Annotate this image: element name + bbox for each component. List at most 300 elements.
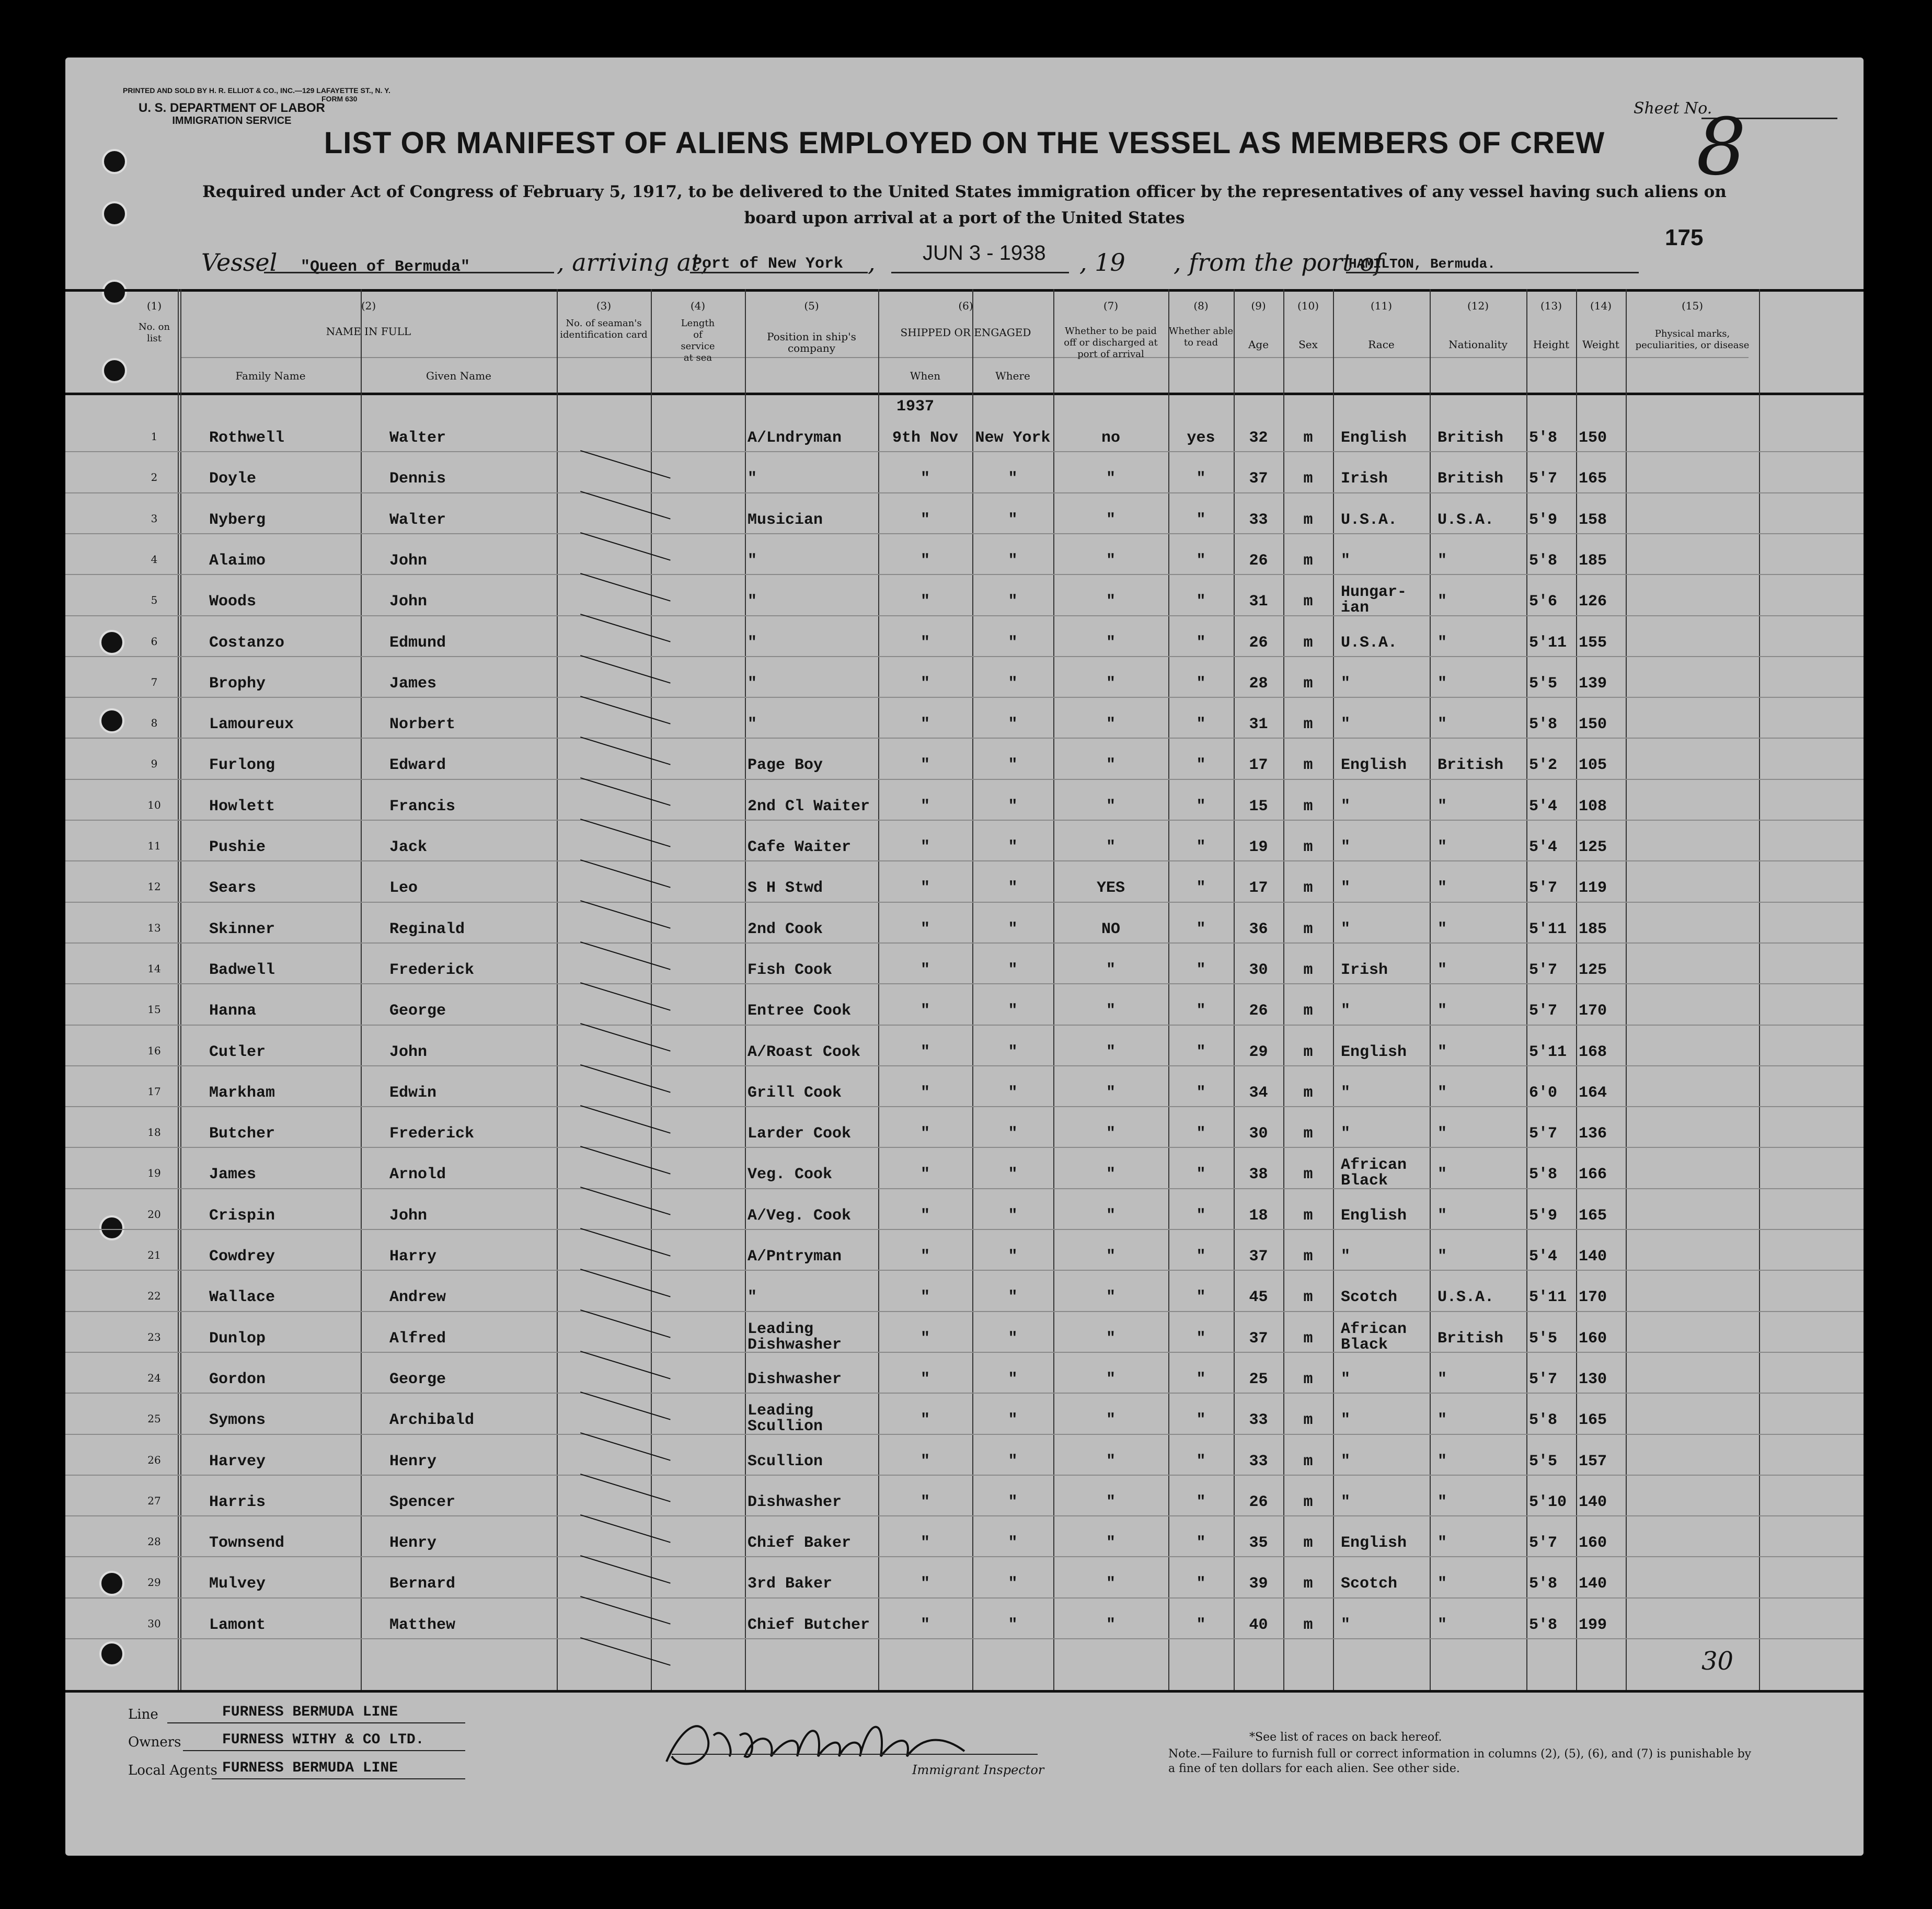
cell-read: ": [1196, 1370, 1206, 1388]
cell-paid: ": [1106, 716, 1116, 734]
cell-height: 5'10: [1529, 1493, 1567, 1511]
col-rule: [1234, 289, 1235, 1690]
form-number: FORM 630: [321, 95, 358, 103]
cell-read: ": [1196, 1206, 1206, 1225]
card-slash-mark: [580, 1269, 671, 1297]
cell-read: ": [1196, 1125, 1206, 1143]
col-rule: [1759, 289, 1760, 1690]
cell-where: ": [1008, 1002, 1018, 1020]
cell-when: ": [920, 1452, 930, 1470]
cell-no: 23: [147, 1330, 161, 1343]
col-header-no: No. on list: [138, 321, 170, 344]
cell-family: Skinner: [209, 920, 275, 938]
cell-height: 5'11: [1529, 920, 1567, 938]
card-slash-mark: [580, 1146, 671, 1175]
cell-no: 27: [147, 1494, 161, 1507]
cell-weight: 185: [1579, 920, 1607, 938]
cell-age: 15: [1249, 797, 1268, 815]
cell-height: 5'9: [1529, 511, 1558, 529]
cell-family: Nyberg: [209, 511, 266, 529]
cell-where: ": [1008, 797, 1018, 815]
cell-given: Edward: [389, 756, 446, 775]
cell-where: ": [1008, 551, 1018, 570]
cell-sex: m: [1303, 1289, 1313, 1307]
cell-position: Veg. Cook: [748, 1166, 833, 1184]
cell-position: A/Lndryman: [748, 429, 842, 447]
cell-sex: m: [1303, 470, 1313, 488]
cell-given: Frederick: [389, 1125, 475, 1143]
cell-nat: ": [1438, 1575, 1447, 1593]
cell-race: ": [1341, 1084, 1351, 1102]
cell-nat: ": [1438, 1493, 1447, 1511]
cell-position: Page Boy: [748, 756, 823, 775]
col-3-number: (3): [596, 300, 612, 312]
cell-paid: ": [1106, 1084, 1116, 1102]
cell-paid: ": [1106, 1125, 1116, 1143]
cell-family: Rothwell: [209, 429, 285, 447]
cell-nat: British: [1438, 429, 1504, 447]
cell-sex: m: [1303, 551, 1313, 570]
cell-age: 33: [1249, 1452, 1268, 1470]
cell-nat: ": [1438, 1370, 1447, 1388]
cell-weight: 119: [1579, 879, 1607, 898]
margin-mark: 30: [1701, 1647, 1734, 1676]
cell-height: 5'7: [1529, 1002, 1558, 1020]
cell-position: Scullion: [748, 1452, 823, 1470]
cell-read: ": [1196, 551, 1206, 570]
col-header-height: Height: [1533, 338, 1570, 351]
col-rule: [1526, 289, 1527, 1690]
cell-no: 11: [147, 840, 161, 852]
cell-age: 26: [1249, 551, 1268, 570]
row-rule: [65, 492, 1864, 493]
cell-when: ": [920, 1248, 930, 1266]
cell-when: ": [920, 1575, 930, 1593]
cell-given: James: [389, 674, 437, 693]
col-rule: [878, 289, 879, 1690]
row-rule: [65, 1025, 1864, 1026]
cell-nat: ": [1438, 1084, 1447, 1102]
service-name: IMMIGRATION SERVICE: [172, 115, 292, 126]
col-header-race: Race: [1368, 338, 1395, 351]
cell-weight: 139: [1579, 674, 1607, 693]
cell-where: ": [1008, 1411, 1018, 1430]
cell-height: 5'7: [1529, 1370, 1558, 1388]
cell-paid: ": [1106, 1206, 1116, 1225]
cell-weight: 185: [1579, 551, 1607, 570]
cell-race: ": [1341, 1370, 1351, 1388]
col-header-family: Family Name: [235, 370, 306, 382]
cell-sex: m: [1303, 429, 1313, 447]
cell-age: 30: [1249, 1125, 1268, 1143]
col-9-number: (9): [1251, 300, 1266, 312]
cell-paid: no: [1101, 429, 1120, 447]
cell-given: Dennis: [389, 470, 446, 488]
races-note: *See list of races on back hereof.: [1249, 1731, 1442, 1744]
cell-read: ": [1196, 1166, 1206, 1184]
agents-label: Local Agents: [128, 1763, 217, 1778]
cell-when: ": [920, 1534, 930, 1552]
cell-given: Leo: [389, 879, 418, 898]
cell-race: ": [1341, 797, 1351, 815]
cell-family: Symons: [209, 1411, 266, 1430]
cell-race: English: [1341, 1534, 1407, 1552]
col-4-number: (4): [690, 300, 706, 312]
cell-position: A/Roast Cook: [748, 1043, 861, 1061]
cell-where: ": [1008, 1289, 1018, 1307]
cell-when: ": [920, 593, 930, 611]
cell-given: John: [389, 551, 428, 570]
vessel-underline: [264, 272, 554, 273]
col-header-age: Age: [1248, 338, 1269, 351]
row-rule: [65, 902, 1864, 903]
cell-race: Hungar- ian: [1341, 583, 1407, 617]
cell-where: ": [1008, 470, 1018, 488]
cell-age: 18: [1249, 1206, 1268, 1225]
cell-family: Dunlop: [209, 1329, 266, 1348]
cell-nat: ": [1438, 1043, 1447, 1061]
cell-height: 5'7: [1529, 961, 1558, 979]
cell-no: 18: [147, 1126, 161, 1139]
cell-sex: m: [1303, 1370, 1313, 1388]
cell-position: A/Pntryman: [748, 1248, 842, 1266]
cell-sex: m: [1303, 1248, 1313, 1266]
cell-no: 20: [147, 1208, 161, 1221]
cell-height: 5'8: [1529, 429, 1558, 447]
card-slash-mark: [580, 614, 671, 642]
cell-age: 36: [1249, 920, 1268, 938]
cell-position: Entree Cook: [748, 1002, 852, 1020]
col-header-weight: Weight: [1582, 338, 1619, 351]
date-underline: [891, 272, 1069, 273]
department-heading: [139, 102, 325, 127]
cell-given: Spencer: [389, 1493, 456, 1511]
row-rule: [65, 820, 1864, 821]
cell-read: ": [1196, 1329, 1206, 1348]
cell-given: Archibald: [389, 1411, 475, 1430]
cell-position: ": [748, 674, 757, 693]
cell-no: 2: [151, 471, 158, 484]
cell-age: 34: [1249, 1084, 1268, 1102]
cell-paid: ": [1106, 961, 1116, 979]
cell-where: ": [1008, 1575, 1018, 1593]
cell-position: A/Veg. Cook: [748, 1206, 852, 1225]
col-header-sex: Sex: [1298, 338, 1318, 351]
card-slash-mark: [580, 1309, 671, 1338]
cell-nat: ": [1438, 1248, 1447, 1266]
cell-position: Dishwasher: [748, 1370, 842, 1388]
cell-read: ": [1196, 1002, 1206, 1020]
vessel-name: "Queen of Bermuda": [301, 258, 470, 276]
cell-race: Scotch: [1341, 1575, 1398, 1593]
cell-race: ": [1341, 551, 1351, 570]
cell-race: ": [1341, 1452, 1351, 1470]
cell-family: Howlett: [209, 797, 275, 815]
cell-age: 33: [1249, 1411, 1268, 1430]
cell-height: 6'0: [1529, 1084, 1558, 1102]
cell-position: Musician: [748, 511, 823, 529]
cell-age: 31: [1249, 593, 1268, 611]
cell-when: ": [920, 756, 930, 775]
cell-family: Cowdrey: [209, 1248, 275, 1266]
header-bottom-rule: [65, 393, 1864, 395]
cell-where: ": [1008, 961, 1018, 979]
card-slash-mark: [580, 859, 671, 888]
col-6-number: (6): [958, 300, 973, 312]
row-rule: [65, 860, 1864, 861]
cell-age: 29: [1249, 1043, 1268, 1061]
cell-when: ": [920, 1125, 930, 1143]
header-subrule: [180, 357, 1749, 358]
cell-read: ": [1196, 838, 1206, 856]
cell-paid: ": [1106, 511, 1116, 529]
cell-age: 30: [1249, 961, 1268, 979]
cell-age: 45: [1249, 1289, 1268, 1307]
cell-race: English: [1341, 429, 1407, 447]
cell-read: ": [1196, 511, 1206, 529]
cell-height: 5'5: [1529, 1452, 1558, 1470]
row-rule: [65, 1393, 1864, 1394]
col-header-nationality: Nationality: [1448, 338, 1508, 351]
cell-read: ": [1196, 879, 1206, 898]
cell-race: ": [1341, 1411, 1351, 1430]
cell-no: 9: [151, 757, 158, 770]
page-stamp: 175: [1665, 225, 1704, 250]
card-slash-mark: [580, 900, 671, 929]
cell-sex: m: [1303, 1534, 1313, 1552]
cell-weight: 157: [1579, 1452, 1607, 1470]
crew-table: [65, 289, 1864, 1690]
cell-when: ": [920, 511, 930, 529]
cell-age: 38: [1249, 1166, 1268, 1184]
cell-when: ": [920, 1002, 930, 1020]
cell-nat: ": [1438, 1002, 1447, 1020]
cell-given: Norbert: [389, 716, 456, 734]
year-label: , 19: [1079, 248, 1125, 277]
cell-race: ": [1341, 1125, 1351, 1143]
cell-sex: m: [1303, 1452, 1313, 1470]
cell-sex: m: [1303, 1329, 1313, 1348]
card-slash-mark: [580, 982, 671, 1011]
cell-race: U.S.A.: [1341, 511, 1398, 529]
cell-height: 5'7: [1529, 879, 1558, 898]
cell-where: ": [1008, 1125, 1018, 1143]
cell-nat: ": [1438, 634, 1447, 652]
cell-nat: U.S.A.: [1438, 511, 1494, 529]
cell-sex: m: [1303, 1575, 1313, 1593]
row-rule: [65, 1065, 1864, 1066]
cell-weight: 126: [1579, 593, 1607, 611]
cell-read: ": [1196, 797, 1206, 815]
cell-position: 2nd Cl Waiter: [748, 797, 870, 815]
cell-read: ": [1196, 1575, 1206, 1593]
col-rule: [1576, 289, 1577, 1690]
cell-weight: 166: [1579, 1166, 1607, 1184]
row-rule: [65, 1597, 1864, 1598]
cell-height: 5'7: [1529, 1534, 1558, 1552]
card-slash-mark: [580, 1187, 671, 1215]
cell-read: ": [1196, 634, 1206, 652]
port-underline: [690, 272, 868, 273]
cell-weight: 140: [1579, 1248, 1607, 1266]
row-rule: [65, 1638, 1864, 1639]
cell-sex: m: [1303, 511, 1313, 529]
cell-paid: ": [1106, 1370, 1116, 1388]
cell-nat: ": [1438, 1206, 1447, 1225]
col-header-shipped: SHIPPED OR ENGAGED: [900, 326, 1031, 339]
cell-sex: m: [1303, 1616, 1313, 1634]
department-name: U. S. DEPARTMENT OF LABOR: [139, 101, 325, 115]
cell-family: Mulvey: [209, 1575, 266, 1593]
cell-height: 5'8: [1529, 1166, 1558, 1184]
col-rule: [557, 289, 558, 1690]
row-rule: [65, 1515, 1864, 1516]
cell-race: ": [1341, 1002, 1351, 1020]
cell-paid: ": [1106, 797, 1116, 815]
cell-when: ": [920, 838, 930, 856]
cell-sex: m: [1303, 920, 1313, 938]
cell-position: ": [748, 551, 757, 570]
cell-nat: British: [1438, 756, 1504, 775]
cell-race: Irish: [1341, 961, 1388, 979]
card-slash-mark: [580, 819, 671, 847]
date-stamp: JUN 3 - 1938: [923, 242, 1046, 264]
cell-when: ": [920, 634, 930, 652]
col-12-number: (12): [1467, 300, 1489, 312]
shipped-year: 1937: [896, 398, 935, 416]
col-header-when: When: [910, 370, 941, 382]
cell-given: Alfred: [389, 1329, 446, 1348]
cell-weight: 155: [1579, 634, 1607, 652]
cell-where: ": [1008, 1329, 1018, 1348]
card-slash-mark: [580, 1432, 671, 1461]
card-slash-mark: [580, 573, 671, 602]
cell-nat: ": [1438, 593, 1447, 611]
cell-race: ": [1341, 1493, 1351, 1511]
cell-family: Gordon: [209, 1370, 266, 1388]
cell-no: 29: [147, 1576, 161, 1589]
cell-no: 10: [147, 798, 161, 811]
cell-no: 15: [147, 1003, 161, 1016]
cell-weight: 160: [1579, 1534, 1607, 1552]
owners-value: FURNESS WITHY & CO LTD.: [222, 1732, 424, 1748]
owners-underline: [183, 1750, 465, 1751]
cell-read: ": [1196, 593, 1206, 611]
cell-family: Pushie: [209, 838, 266, 856]
cell-weight: 165: [1579, 470, 1607, 488]
row-rule: [65, 1147, 1864, 1148]
row-rule: [65, 1475, 1864, 1476]
cell-position: Leading Dishwasher: [748, 1320, 842, 1354]
cell-family: Sears: [209, 879, 257, 898]
cell-given: Jack: [389, 838, 428, 856]
cell-when: ": [920, 470, 930, 488]
line-value: FURNESS BERMUDA LINE: [222, 1704, 398, 1720]
row-rule: [65, 1106, 1864, 1107]
cell-where: ": [1008, 1370, 1018, 1388]
cell-nat: British: [1438, 470, 1504, 488]
card-slash-mark: [580, 450, 671, 479]
cell-no: 26: [147, 1453, 161, 1466]
cell-position: Fish Cook: [748, 961, 833, 979]
cell-given: Henry: [389, 1534, 437, 1552]
cell-when: ": [920, 1411, 930, 1430]
cell-no: 1: [151, 430, 158, 443]
col-15-number: (15): [1681, 300, 1704, 312]
card-slash-mark: [580, 1228, 671, 1257]
cell-paid: ": [1106, 756, 1116, 775]
cell-where: ": [1008, 1084, 1018, 1102]
cell-family: Hanna: [209, 1002, 257, 1020]
cell-where: ": [1008, 756, 1018, 775]
cell-no: 13: [147, 921, 161, 934]
cell-no: 28: [147, 1535, 161, 1548]
cell-weight: 130: [1579, 1370, 1607, 1388]
col-header-where: Where: [995, 370, 1030, 382]
cell-age: 17: [1249, 756, 1268, 775]
cell-paid: ": [1106, 1452, 1116, 1470]
cell-nat: ": [1438, 1411, 1447, 1430]
cell-given: Walter: [389, 511, 446, 529]
cell-nat: ": [1438, 961, 1447, 979]
cell-height: 5'6: [1529, 593, 1558, 611]
cell-family: Markham: [209, 1084, 275, 1102]
cell-nat: ": [1438, 1166, 1447, 1184]
cell-age: 33: [1249, 511, 1268, 529]
cell-sex: m: [1303, 879, 1313, 898]
cell-given: Edwin: [389, 1084, 437, 1102]
cell-given: John: [389, 1043, 428, 1061]
cell-position: Chief Butcher: [748, 1616, 870, 1634]
cell-sex: m: [1303, 961, 1313, 979]
col-rule: [745, 289, 746, 1690]
cell-paid: ": [1106, 1534, 1116, 1552]
cell-when: ": [920, 1043, 930, 1061]
cell-where: ": [1008, 1166, 1018, 1184]
cell-position: Larder Cook: [748, 1125, 852, 1143]
cell-given: John: [389, 593, 428, 611]
inspector-label: Immigrant Inspector: [912, 1763, 1044, 1777]
cell-race: ": [1341, 674, 1351, 693]
cell-nat: ": [1438, 920, 1447, 938]
cell-where: ": [1008, 920, 1018, 938]
cell-position: Leading Scullion: [748, 1402, 823, 1436]
cell-sex: m: [1303, 1002, 1313, 1020]
col-rule: [180, 289, 181, 1690]
cell-where: ": [1008, 838, 1018, 856]
cell-position: 3rd Baker: [748, 1575, 833, 1593]
cell-where: ": [1008, 716, 1018, 734]
cell-weight: 108: [1579, 797, 1607, 815]
cell-family: Harvey: [209, 1452, 266, 1470]
col-rule: [1430, 289, 1431, 1690]
cell-paid: ": [1106, 470, 1116, 488]
row-rule: [65, 1434, 1864, 1435]
cell-given: Frederick: [389, 961, 475, 979]
col-5-number: (5): [804, 300, 819, 312]
cell-family: Costanzo: [209, 634, 285, 652]
cell-race: Irish: [1341, 470, 1388, 488]
cell-age: 37: [1249, 1329, 1268, 1348]
cell-no: 8: [151, 717, 158, 730]
cell-race: English: [1341, 756, 1407, 775]
cell-no: 16: [147, 1044, 161, 1057]
cell-read: ": [1196, 1248, 1206, 1266]
cell-weight: 150: [1579, 716, 1607, 734]
col-header-paid-off: Whether to be paid off or discharged at port of arrival: [1064, 326, 1158, 360]
col-rule: [651, 289, 652, 1690]
cell-family: Crispin: [209, 1206, 275, 1225]
